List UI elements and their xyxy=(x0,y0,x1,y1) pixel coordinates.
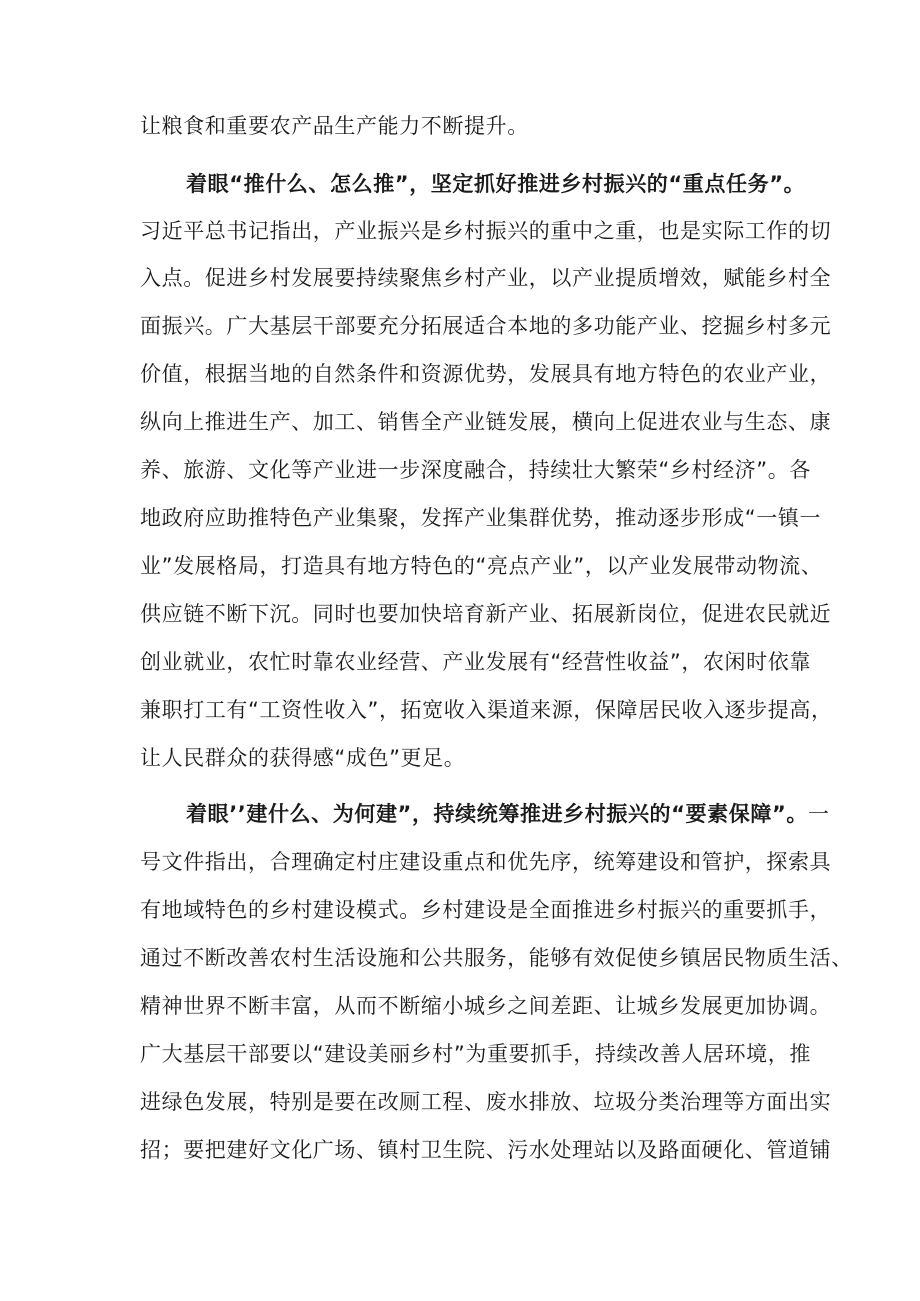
paragraph-line: 兼职打工有“工资性收入”，拓宽收入渠道来源，保障居民收入逐步提高， xyxy=(140,698,833,722)
paragraph-line: 精神世界不断丰富，从而不断缩小城乡之间差距、让城乡发展更加协调。 xyxy=(140,994,832,1018)
paragraph-line: 让粮食和重要农产品生产能力不断提升。 xyxy=(140,114,529,138)
paragraph-line: 让人民群众的获得感“成色”更足。 xyxy=(140,746,466,770)
paragraph-line: 纵向上推进生产、加工、销售全产业链发展，横向上促进农业与生态、康 xyxy=(140,410,832,434)
paragraph-line: 招；要把建好文化广场、镇村卫生院、污水处理站以及路面硬化、管道铺 xyxy=(140,1138,832,1162)
heading-continuation-text: 一 xyxy=(807,802,830,826)
paragraph-line: 养、旅游、文化等产业进一步深度融合，持续壮大繁荣“乡村经济”。各 xyxy=(140,458,811,482)
paragraph-line: 价值，根据当地的自然条件和资源优势，发展具有地方特色的农业产业， xyxy=(140,362,832,386)
paragraph-line: 业”发展格局，打造具有地方特色的“亮点产业”，以产业发展带动物流、 xyxy=(140,554,823,578)
paragraph-line: 入点。促进乡村发展要持续聚焦乡村产业，以产业提质增效，赋能乡村全 xyxy=(140,266,832,290)
section-heading-line xyxy=(186,790,830,838)
paragraph-line: 广大基层干部要以“建设美丽乡村”为重要抓手，持续改善人居环境，推 xyxy=(140,1042,811,1066)
paragraph-line: 供应链不断下沉。同时也要加快培育新产业、拓展新岗位，促进农民就近 xyxy=(140,602,832,626)
section-heading-element-guarantee: 着眼’’建什么、为何建”，持续统筹推进乡村振兴的“要素保障”。 xyxy=(186,802,808,826)
paragraph-line: 号文件指出，合理确定村庄建设重点和优先序，统筹建设和管护，探索具 xyxy=(140,850,832,874)
paragraph-line: 创业就业，农忙时靠农业经营、产业发展有“经营性收益”，农闲时依靠 xyxy=(140,650,811,674)
paragraph-line: 进绿色发展，特别是要在改厕工程、废水排放、垃圾分类治理等方面出实 xyxy=(140,1090,832,1114)
paragraph-line: 面振兴。广大基层干部要充分拓展适合本地的多功能产业、挖掘乡村多元 xyxy=(140,314,832,338)
paragraph-line: 地政府应助推特色产业集聚，发挥产业集群优势，推动逐步形成“一镇一 xyxy=(140,506,822,530)
paragraph-line: 通过不断改善农村生活设施和公共服务，能够有效促使乡镇居民物质生活、 xyxy=(140,946,853,970)
paragraph-line: 有地域特色的乡村建设模式。乡村建设是全面推进乡村振兴的重要抓手， xyxy=(140,898,832,922)
section-heading-key-tasks: 着眼“推什么、怎么推”，坚定抓好推进乡村振兴的“重点任务”。 xyxy=(186,172,806,196)
paragraph-line: 习近平总书记指出，产业振兴是乡村振兴的重中之重，也是实际工作的切 xyxy=(140,219,832,243)
